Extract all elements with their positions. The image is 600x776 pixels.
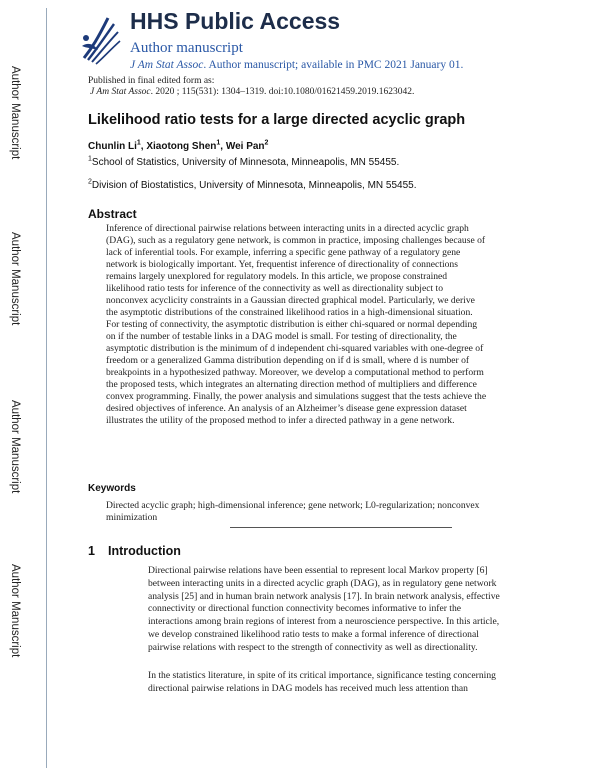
author-name: Chunlin Li	[88, 141, 137, 152]
text-line: Directional pairwise relations have been essential to represent local Markov property [6]	[148, 565, 488, 576]
text-line: network is biologically important. Yet, frequentist inference of directionality of connections	[106, 259, 458, 270]
publication-info	[88, 76, 414, 98]
intro-paragraph	[148, 670, 496, 696]
text-line: breakpoints in a hypothesized pathway. Moreover, we develop a computational method to perform	[106, 367, 484, 378]
text-line: pairwise relations with respect to the strength of connectivity as well as directionality.	[148, 641, 478, 653]
text-line: between interacting units in a directed acyclic graph (DAG), as in regulatory gene network	[148, 577, 497, 589]
citation: J Am Stat Assoc. 2020 ; 115(531): 1304–1319. doi:10.1080/01621459.2019.1623042.	[90, 87, 415, 97]
paper-title: Likelihood ratio tests for a large directed acyclic graph	[88, 112, 466, 128]
section-divider	[230, 527, 452, 528]
sidebar-label: Author Manuscript	[9, 564, 21, 658]
author-name: Xiaotong Shen	[146, 141, 217, 152]
text-line: interactions among brain regions of interest from a neuroscience perspective. In this article,	[148, 616, 500, 628]
text-line: likelihood ratio tests for inference of the connectivity as well as directionality subject to	[106, 283, 444, 294]
keywords-heading: Keywords	[88, 483, 136, 494]
abstract-heading: Abstract	[88, 207, 137, 221]
keywords-line: minimization	[106, 511, 158, 523]
affiliation: $^1$School of Statistics, University of Minnesota, Minneapolis, MN 55455.	[88, 155, 400, 168]
author-name: Wei Pan	[225, 141, 265, 152]
text-line: convex programming. Finally, the power analysis and simulations suggest that the tests achieve the	[106, 391, 487, 402]
text-line: In the statistics literature, in spite of its critical importance, significance testing concerning	[148, 670, 496, 681]
text-line: directional pairwise relations in DAG models has received much less attention than	[148, 682, 468, 694]
header	[78, 6, 558, 78]
sidebar-label: Author Manuscript	[9, 66, 21, 160]
author-manuscript-label: Author manuscript	[130, 40, 243, 56]
text-line: connectivity or directional function connectivity becomes informative to infer the	[148, 603, 462, 615]
intro-paragraph	[148, 565, 500, 655]
text-line: analysis [25] and in human brain network analysis [17]. In brain network analysis, effective	[148, 590, 500, 602]
hhs-eagle-logo-icon	[78, 8, 122, 68]
text-line: desired objectives of inference. An analysis of an Alzheimer’s disease gene expression dataset	[106, 403, 467, 414]
keywords-line: Directed acyclic graph; high-dimensional inference; gene network; L0-regularization; nonconvex	[106, 500, 480, 511]
text-line: the proposed tests, which integrates an alternating direction method of multipliers and difference	[106, 379, 477, 390]
text-line: the asymptotic distributions of the constrained likelihood ratios in a high-dimensional situation.	[106, 307, 473, 318]
text-line: (DAG), such as a regulatory gene network, is common in practice, imposing challenges because of	[106, 235, 486, 246]
sidebar-divider	[46, 8, 47, 768]
text-line: asymptotic distribution is the minimum of d independent chi-squared variables with one-degree of	[106, 343, 484, 354]
sidebar-label: Author Manuscript	[9, 232, 21, 326]
text-line: For testing of connectivity, the asymptotic distribution is either chi-squared or normal depending	[106, 319, 478, 330]
sidebar-label: Author Manuscript	[9, 400, 21, 494]
text-line: we develop constrained likelihood ratio tests to make a formal inference of directional	[148, 628, 479, 640]
pub-line: Published in final edited form as:	[88, 76, 215, 86]
abstract-body	[106, 223, 502, 427]
keywords-body	[106, 500, 506, 523]
author-list: Chunlin Li$^1$, Xiaotong Shen$^1$, Wei Pan$^2$	[88, 139, 269, 152]
text-line: freedom or a generalized Gamma distribution depending on if d is small, where d is number of	[106, 355, 470, 366]
text-line: remains largely unexplored for regulatory models. In this article, we propose constrained	[106, 271, 448, 282]
journal-availability: J Am Stat Assoc. Author manuscript; available in PMC 2021 January 01.	[130, 59, 464, 71]
text-line: lack of inferential tools. For example, inferring a specific gene pathway of a regulatory gene	[106, 247, 461, 258]
text-line: illustrates the utility of the proposed method to infer a directed pathway in a gene network.	[106, 415, 455, 426]
introduction-heading: 1 Introduction	[88, 544, 181, 558]
text-line: nonconvex acyclicity constraints in a Gaussian directed graphical model. Particularly, we derive	[106, 295, 475, 306]
text-line: on if the number of testable links in a DAG model is small. For testing of directionality, the	[106, 331, 457, 342]
sidebar	[0, 0, 46, 776]
text-line: Inference of directional pairwise relations between interacting units in a directed acyclic graph	[106, 223, 469, 234]
hhs-title: HHS Public Access	[130, 8, 341, 34]
affiliation: $^2$Division of Biostatistics, University of Minnesota, Minneapolis, MN 55455.	[88, 178, 417, 191]
